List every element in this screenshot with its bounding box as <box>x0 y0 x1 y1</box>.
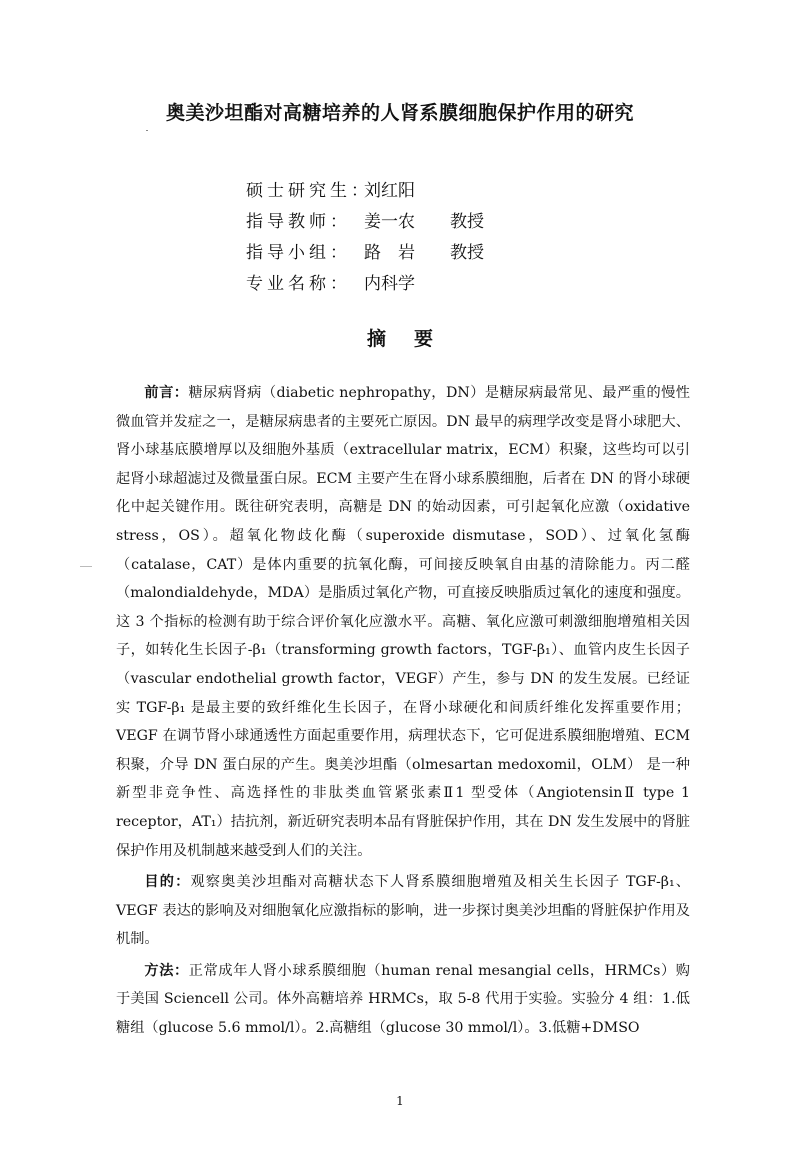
meta-row-advisor <box>246 207 484 238</box>
page-number: 1 <box>396 1094 404 1108</box>
meta-row-group <box>246 238 484 269</box>
scan-speck <box>146 130 148 131</box>
section-text: 糖尿病肾病（diabetic nephropathy，DN）是糖尿病最常见、最严重的慢性微血管并发症之一，是糖尿病患者的主要死亡原因。DN 最早的病理学改变是肾小球肥大、肾小球基底膜增厚以及细胞外基质（extracellular matrix，ECM）积聚，这些均可以引起肾小球超滤过及微量蛋白尿。ECM 主要产生在肾小球系膜细胞，后者在 DN 的肾小球硬化中起关键作用。既往研究表明，高糖是 DN 的始动因素，可引起氧化应激（oxidative stress，OS）。超氧化物歧化酶（superoxide dismutase，SOD）、过氧化氢酶（catalase，CAT）是体内重要的抗氧化酶，可间接反映氧自由基的清除能力。丙二醛（malondialdehyde，MDA）是脂质过氧化产物，可直接反映脂质过氧化的速度和强度。这 3 个指标的检测有助于综合评价氧化应激水平。高糖、氧化应激可刺激细胞增殖相关因子，如转化生长因子-β₁（transforming growth factors，TGF-β₁）、血管内皮生长因子（vascular endothelial growth factor，VEGF）产生，参与 DN 的发生发展。已经证实 TGF-β₁ 是最主要的致纤维化生长因子，在肾小球硬化和间质纤维化发挥重要作用；VEGF 在调节肾小球通透性方面起重要作用，病理状态下，它可促进系膜细胞增殖、ECM 积聚，介导 DN 蛋白尿的产生。奥美沙坦酯（olmesartan medoxomil，OLM） 是一种新型非竞争性、高选择性的非肽类血管紧张素Ⅱ1 型受体（AngiotensinⅡ type 1 receptor，AT₁）拮抗剂，新近研究表明本品有肾脏保护作用，其在 DN 发生发展中的肾脏保护作用及机制越来越受到人们的关注。 <box>116 385 690 859</box>
scan-speck <box>80 566 92 567</box>
meta-row-major <box>246 269 484 300</box>
section-label: 前言： <box>144 385 189 401</box>
meta-rank: 教授 <box>450 243 484 263</box>
meta-label: 指导小组： <box>246 243 351 263</box>
meta-value: 路 岩 <box>364 243 415 263</box>
meta-value: 姜一农 <box>364 212 415 232</box>
abstract-body <box>116 379 690 1046</box>
section-text: 正常成年人肾小球系膜细胞（human renal mesangial cells，HRMCs）购于美国 Sciencell 公司。体外高糖培养 HRMCs，取 5-8 代用于实验。实验分 4 组：1.低糖组（glucose 5.6 mmol/l）。2.高糖组（glucose 30 mmol/l）。3.低糖+DMSO <box>116 962 690 1037</box>
meta-label: 硕士研究生： <box>246 181 372 201</box>
abstract-heading: 摘要 <box>366 328 461 350</box>
meta-value: 内科学 <box>364 274 415 294</box>
meta-label: 指导教师： <box>246 212 351 232</box>
meta-value: 刘红阳 <box>364 181 415 201</box>
section-label: 目的： <box>144 874 191 891</box>
paragraph-objective <box>116 868 690 954</box>
author-info <box>246 176 484 300</box>
meta-label: 专业名称： <box>246 274 351 294</box>
section-text: 观察奥美沙坦酯对高糖状态下人肾系膜细胞增殖及相关生长因子 TGF-β₁、VEGF 表达的影响及对细胞氧化应激指标的影响，进一步探讨奥美沙坦酯的肾脏保护作用及机制。 <box>116 874 690 948</box>
section-label: 方法： <box>144 962 189 979</box>
paragraph-introduction <box>116 379 690 865</box>
meta-row-student <box>246 176 484 207</box>
paragraph-methods <box>116 957 690 1043</box>
document-title: 奥美沙坦酯对高糖培养的人肾系膜细胞保护作用的研究 <box>165 102 634 124</box>
meta-rank: 教授 <box>450 212 484 232</box>
